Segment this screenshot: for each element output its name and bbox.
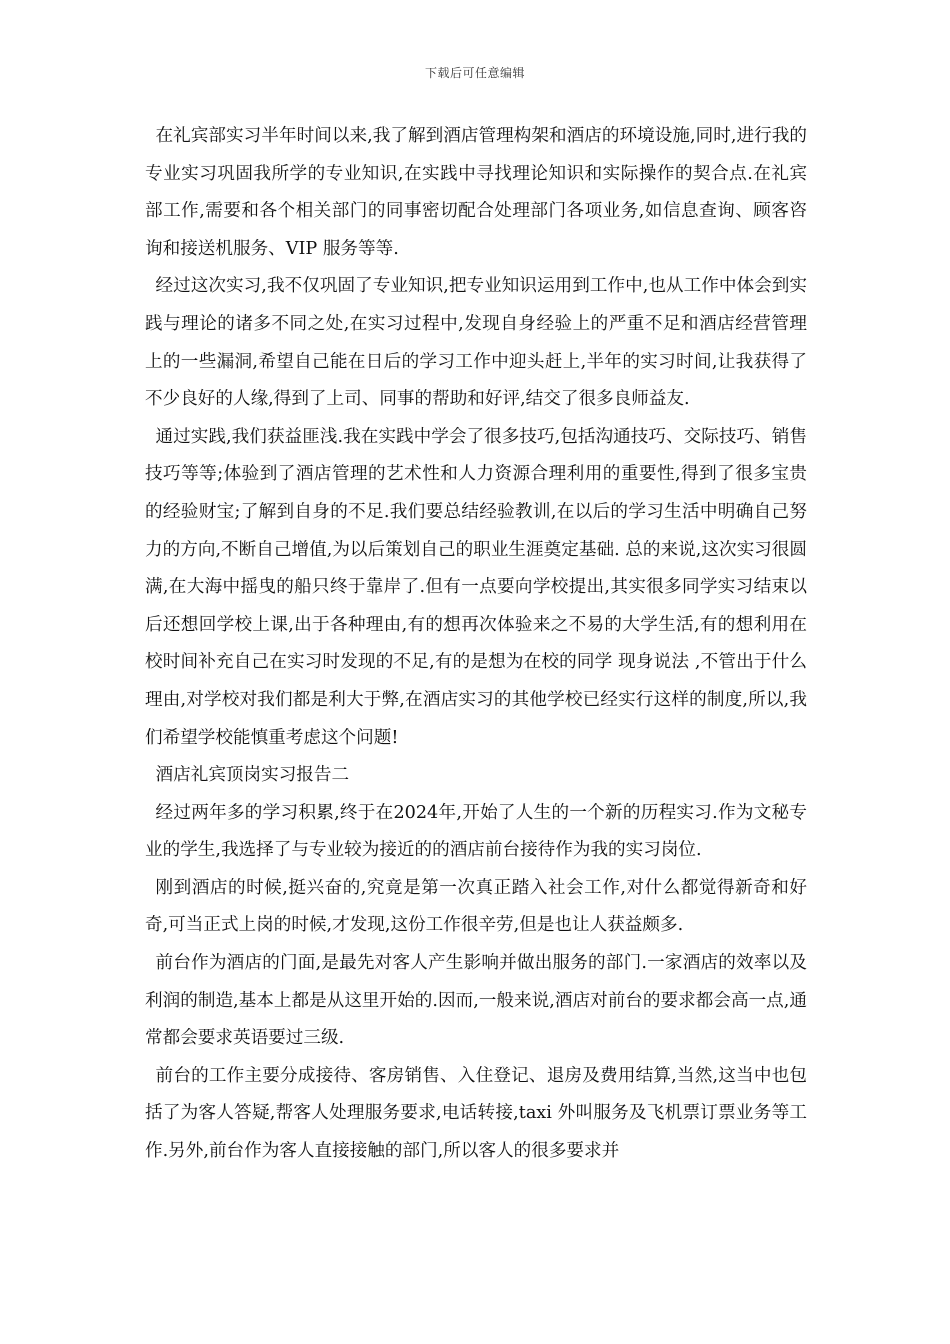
paragraph: 前台作为酒店的门面,是最先对客人产生影响并做出服务的部门.一家酒店的效率以及利润的制造,基本上都是从这里开始的.因而,一般来说,酒店对前台的要求都会高一点,通常都会要求英语要过三级. [145,953,807,1049]
paragraph: 经过两年多的学习积累,终于在2024年,开始了人生的一个新的历程实习.作为文秘专业的学生,我选择了与专业较为接近的的酒店前台接待作为我的实习岗位. [145,802,807,861]
paragraph: 刚到酒店的时候,挺兴奋的,究竟是第一次真正踏入社会工作,对什么都觉得新奇和好奇,可当正式上岗的时候,才发现,这份工作很辛劳,但是也让人获益颇多. [145,877,807,936]
section-heading: 酒店礼宾顶岗实习报告二 [155,765,350,786]
paragraph: 经过这次实习,我不仅巩固了专业知识,把专业知识运用到工作中,也从工作中体会到实践与理论的诸多不同之处,在实习过程中,发现自身经验上的严重不足和酒店经营管理上的一些漏洞,希望自己能在日后的学习工作中迎头赶上,半年的实习时间,让我获得了不少良好的人缘,得到了上司、同事的帮助和好评,结交了很多良师益友. [145,276,807,410]
page-header: 下载后可任意编辑 [424,66,525,80]
paragraph: 前台的工作主要分成接待、客房销售、入住登记、退房及费用结算,当然,这当中也包括了为客人答疑,帮客人处理服务要求,电话转接,taxi 外叫服务及飞机票订票业务等工作.另外,前台作为客人直接接触的部门,所以客人的很多要求并 [145,1065,807,1162]
document-body [145,118,807,1171]
paragraph: 通过实践,我们获益匪浅.我在实践中学会了很多技巧,包括沟通技巧、交际技巧、销售技巧等等;体验到了酒店管理的艺术性和人力资源合理利用的重要性,得到了很多宝贵的经验财宝;了解到自身的不足.我们要总结经验教训,在以后的学习生活中明确自己努力的方向,不断自己增值,为以后策划自己的职业生涯奠定基础. 总的来说,这次实习很圆满,在大海中摇曳的船只终于靠岸了.但有一点要向学校提出,其实很多同学实习结束以后还想回学校上课,出于各种理由,有的想再次体验来之不易的大学生活,有的想利用在校时间补充自己在实习时发现的不足,有的是想为在校的同学 现身说法 ,不管出于什么理由,对学校对我们都是利大于弊,在酒店实习的其他学校已经实行这样的制度,所以,我们希望学校能慎重考虑这个问题! [145,426,807,748]
paragraph: 在礼宾部实习半年时间以来,我了解到酒店管理构架和酒店的环境设施,同时,进行我的专业实习巩固我所学的专业知识,在实践中寻找理论知识和实际操作的契合点.在礼宾部工作,需要和各个相关部门的同事密切配合处理部门各项业务,如信息查询、顾客咨询和接送机服务、VIP 服务等等. [145,126,807,259]
